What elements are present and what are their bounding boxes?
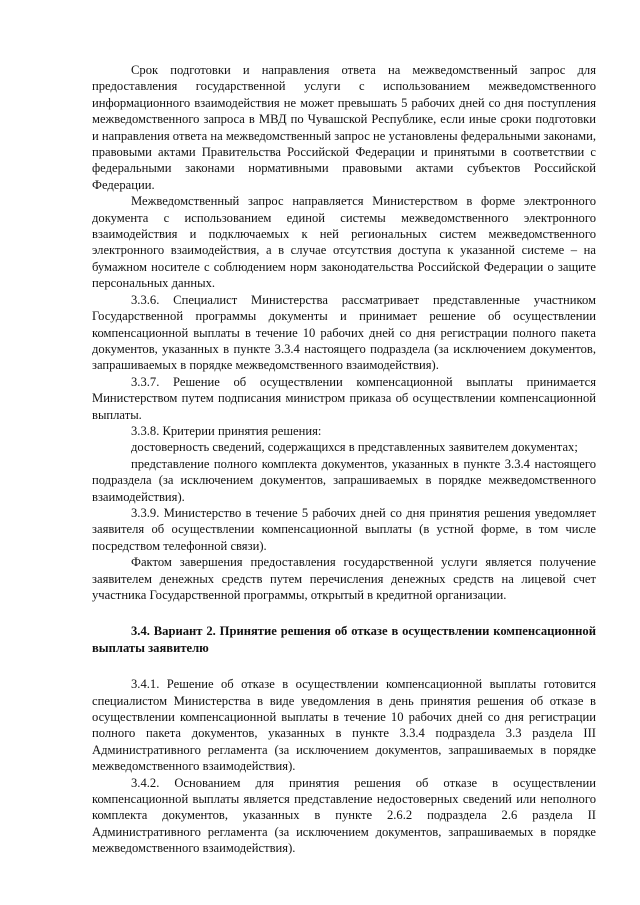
paragraph-completion-fact: Фактом завершения предоставления государственной услуги является получение заявителем денежных средств путем перечисления денежных средств на лицевой счет участника Государственной программы, открытый в кредитной организации. (92, 555, 596, 602)
section-heading-3-4: 3.4. Вариант 2. Принятие решения об отказе в осуществлении компенсационной выплаты заявителю (92, 624, 596, 655)
document-page (92, 62, 596, 857)
paragraph-3-4-2: 3.4.2. Основанием для принятия решения об отказе в осуществлении компенсационной выплаты является представление недостоверных сведений или неполного комплекта документов, указанных в пункте 2.6.2 подраздела 2.6 раздела II Административного регламента (за исключением документов, запрашиваемых в порядке межведомственного взаимодействия). (92, 775, 596, 856)
paragraph-3-3-6: 3.3.6. Специалист Министерства рассматривает представленные участником Государственной программы документы и принимает решение об осуществлении компенсационной выплаты в течение 10 рабочих дней со дня регистрации полного пакета документов, указанных в пункте 3.3.4 настоящего подраздела (за исключением документов, запрашиваемых в порядке межведомственного взаимодействия). (92, 292, 596, 373)
paragraph-response-deadline: Срок подготовки и направления ответа на межведомственный запрос для предоставления государственной услуги с использованием межведомственного информационного взаимодействия не может превышать 5 рабочих дней со дня поступления межведомственного запроса в МВД по Чувашской Республике, если иные сроки подготовки и направления ответа на межведомственный запрос не установлены федеральными законами, правовыми актами Правительства Российской Федерации и принятыми в соответствии с федеральными законами нормативными правовыми актами субъектов Российской Федерации. (92, 63, 596, 192)
paragraph-3-4-1: 3.4.1. Решение об отказе в осуществлении компенсационной выплаты готовится специалистом Министерства в виде уведомления в день принятия решения об отказе в осуществлении компенсационной выплаты в течение 10 рабочих дней со дня регистрации полного пакета документов, указанных в пункте 3.3.4 подраздела 3.3 раздела III Административного регламента (за исключением документов, запрашиваемых в порядке межведомственного взаимодействия). (92, 677, 596, 774)
paragraph-3-3-8: 3.3.8. Критерии принятия решения: (131, 423, 322, 438)
paragraph-3-3-9: 3.3.9. Министерство в течение 5 рабочих дней со дня принятия решения уведомляет заявителя об осуществлении компенсационной выплаты (в устной форме, в том числе посредством телефонной связи). (92, 505, 596, 553)
paragraph-interagency-request: Межведомственный запрос направляется Министерством в форме электронного документа с использованием единой системы межведомственного электронного взаимодействия и подключаемых к ней региональных систем межведомственного электронного взаимодействия, а в случае отсутствия доступа к указанной системе – на бумажном носителе с соблюдением норм законодательства Российской Федерации о защите персональных данных. (92, 194, 596, 291)
paragraph-3-3-7: 3.3.7. Решение об осуществлении компенсационной выплаты принимается Министерством путем подписания министром приказа об осуществлении компенсационной выплаты. (92, 374, 596, 422)
criterion-completeness: представление полного комплекта документов, указанных в пункте 3.3.4 настоящего подраздела (за исключением документов, запрашиваемых в порядке межведомственного взаимодействия). (92, 456, 596, 504)
criterion-reliability: достоверность сведений, содержащихся в представленных заявителем документах; (131, 440, 578, 455)
